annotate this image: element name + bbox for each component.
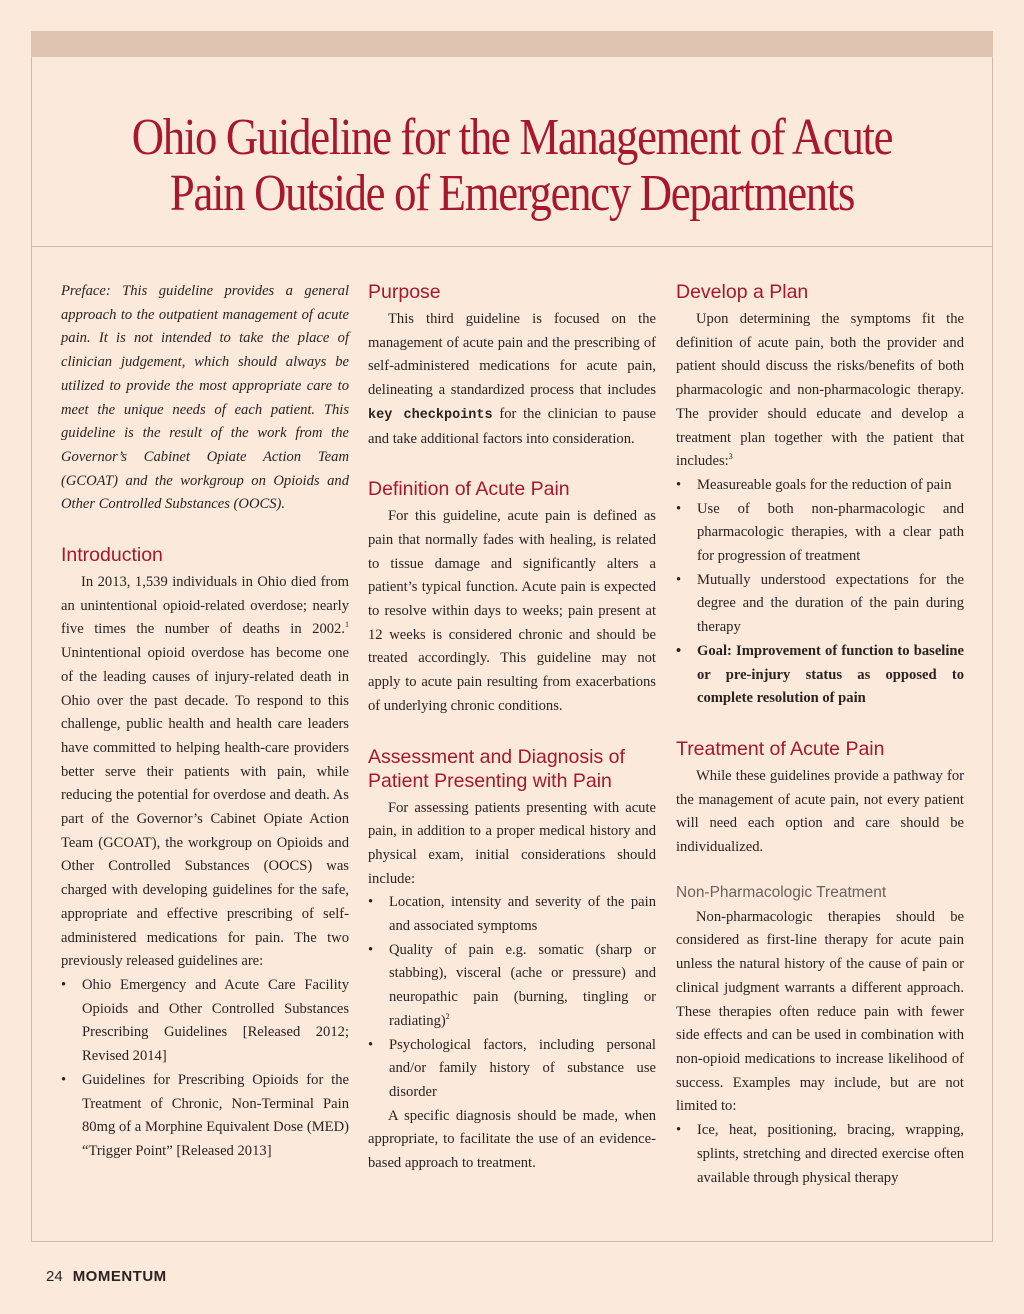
list-item: • Measureable goals for the reduction of pain xyxy=(676,474,964,498)
list-item: • Use of both non-pharmacologic and pharmacologic therapies, with a clear path for progression of treatment xyxy=(676,498,964,569)
purpose-paragraph xyxy=(368,308,656,451)
title-block xyxy=(31,110,993,222)
purpose-text-b: for the clinician to pause and take additional factors into consideration. xyxy=(368,405,656,447)
intro-text-b: Unintentional opioid overdose has become one of the leading causes of injury-related death in Ohio over the past decade. To respond to this challenge, public health and health care leaders have committed to helping health-care providers better serve their patients with pain, while reducing the potential for overdose and death. As part of the Governor’s Cabinet Opiate Action Team (GCOAT), the workgroup on Opioids and Other Controlled Substances (OOCS) was charged with developing guidelines for the safe, appropriate and effective prescribing of self-administered medications for pain. The two previously released guidelines are: xyxy=(61,645,349,970)
header-band xyxy=(31,31,993,57)
goal-item: • Goal: Improvement of function to baseline or pre-injury status as opposed to complete resolution of pain xyxy=(676,640,964,711)
title-line-2: Pain Outside of Emergency Departments xyxy=(169,165,855,222)
list-item: • Location, intensity and severity of the pain and associated symptoms xyxy=(368,891,656,938)
title-line-1: Ohio Guideline for the Management of Acute xyxy=(131,109,893,166)
column-middle xyxy=(368,280,656,1176)
quality-text: Quality of pain e.g. somatic (sharp or stabbing), visceral (ache or pressure) and neuropathic pain (burning, tingling or radiating) xyxy=(389,941,656,1029)
list-item: • Mutually understood expectations for the degree and the duration of the pain during therapy xyxy=(676,569,964,640)
assessment-heading: Assessment and Diagnosis of Patient Presenting with Pain xyxy=(368,745,625,792)
intro-text-a: In 2013, 1,539 individuals in Ohio died from an unintentional opioid-related overdose; nearly five times the number of deaths in 2002. xyxy=(61,574,349,638)
guidelines-list xyxy=(61,974,349,1164)
purpose-heading: Purpose xyxy=(368,281,441,303)
page-footer xyxy=(46,1268,167,1285)
plan-text: Upon determining the symptoms fit the definition of acute pain, both the provider and patient should discuss the risks/benefits of both pharmacologic and non-pharmacologic therapy. The provider should educate and develop a treatment plan together with the patient that includes: xyxy=(676,311,964,470)
plan-list xyxy=(676,474,964,711)
list-item: • Ohio Emergency and Acute Care Facility Opioids and Other Controlled Substances Prescribing Guidelines [Released 2012; Revised 2014] xyxy=(61,974,349,1069)
nonpharm-paragraph: Non-pharmacologic therapies should be considered as first-line therapy for acute pain unless the natural history of the cause of pain or clinical judgment warrants a different approach. These therapies often reduce pain with fewer side effects and can be used in combination with non-opioid medications to increase likelihood of success. Examples may include, but are not limited to: xyxy=(676,908,964,1115)
page-title xyxy=(98,110,925,222)
column-right xyxy=(676,280,964,1190)
assessment-list xyxy=(368,891,656,1104)
footnote-ref-1: 1 xyxy=(345,620,349,630)
list-item: • Psychological factors, including personal and/or family history of substance use disorder xyxy=(368,1034,656,1105)
diagnosis-paragraph: A specific diagnosis should be made, when appropriate, to facilitate the use of an evidence-based approach to treatment. xyxy=(368,1107,656,1172)
title-divider xyxy=(31,246,993,247)
assessment-intro: For assessing patients presenting with acute pain, in addition to a proper medical history and physical exam, initial considerations should include: xyxy=(368,799,656,887)
plan-heading: Develop a Plan xyxy=(676,281,809,303)
treatment-heading: Treatment of Acute Pain xyxy=(676,737,885,760)
footnote-ref-2: 2 xyxy=(445,1011,450,1021)
nonpharm-subheading: Non-Pharmacologic Treatment xyxy=(676,883,887,901)
key-checkpoints-term: key checkpoints xyxy=(368,407,493,423)
definition-paragraph: For this guideline, acute pain is defined as pain that normally fades with healing, is related to tissue damage and significantly alters a patient’s typical function. Acute pain is expected to resolve within days to weeks; pain present at 12 weeks is considered chronic and should be treated accordingly. This guideline may not apply to acute pain resulting from exacerbations of underlying chronic conditions. xyxy=(368,508,656,714)
list-item xyxy=(368,939,656,1034)
footnote-ref-3: 3 xyxy=(728,452,733,462)
page-number: 24 xyxy=(46,1268,63,1285)
publication-name: MOMENTUM xyxy=(72,1268,167,1285)
plan-paragraph xyxy=(676,308,964,474)
introduction-heading: Introduction xyxy=(61,544,163,567)
purpose-text-a: This third guideline is focused on the management of acute pain and the prescribing of self-administered medications for acute pain, delineating a standardized process that includes xyxy=(368,311,656,399)
nonpharm-list xyxy=(676,1119,964,1190)
column-left xyxy=(61,280,349,1164)
list-item: • Guidelines for Prescribing Opioids for the Treatment of Chronic, Non-Terminal Pain 80mg of a Morphine Equivalent Dose (MED) “Trigger Point” [Released 2013] xyxy=(61,1069,349,1164)
treatment-paragraph: While these guidelines provide a pathway for the management of acute pain, not every patient will need each option and care should be individualized. xyxy=(676,767,964,856)
preface-text: Preface: This guideline provides a general approach to the outpatient management of acute pain. It is not intended to take the place of clinician judgement, which should always be utilized to provide the most appropriate care to meet the unique needs of each patient. This guideline is the result of the work from the Governor’s Cabinet Opiate Action Team (GCOAT) and the workgroup on Opioids and Other Controlled Substances (OOCS). xyxy=(61,283,349,513)
definition-heading: Definition of Acute Pain xyxy=(368,478,570,501)
list-item: • Ice, heat, positioning, bracing, wrapping, splints, stretching and directed exercise often available through physical therapy xyxy=(676,1119,964,1190)
introduction-paragraph xyxy=(61,571,349,974)
